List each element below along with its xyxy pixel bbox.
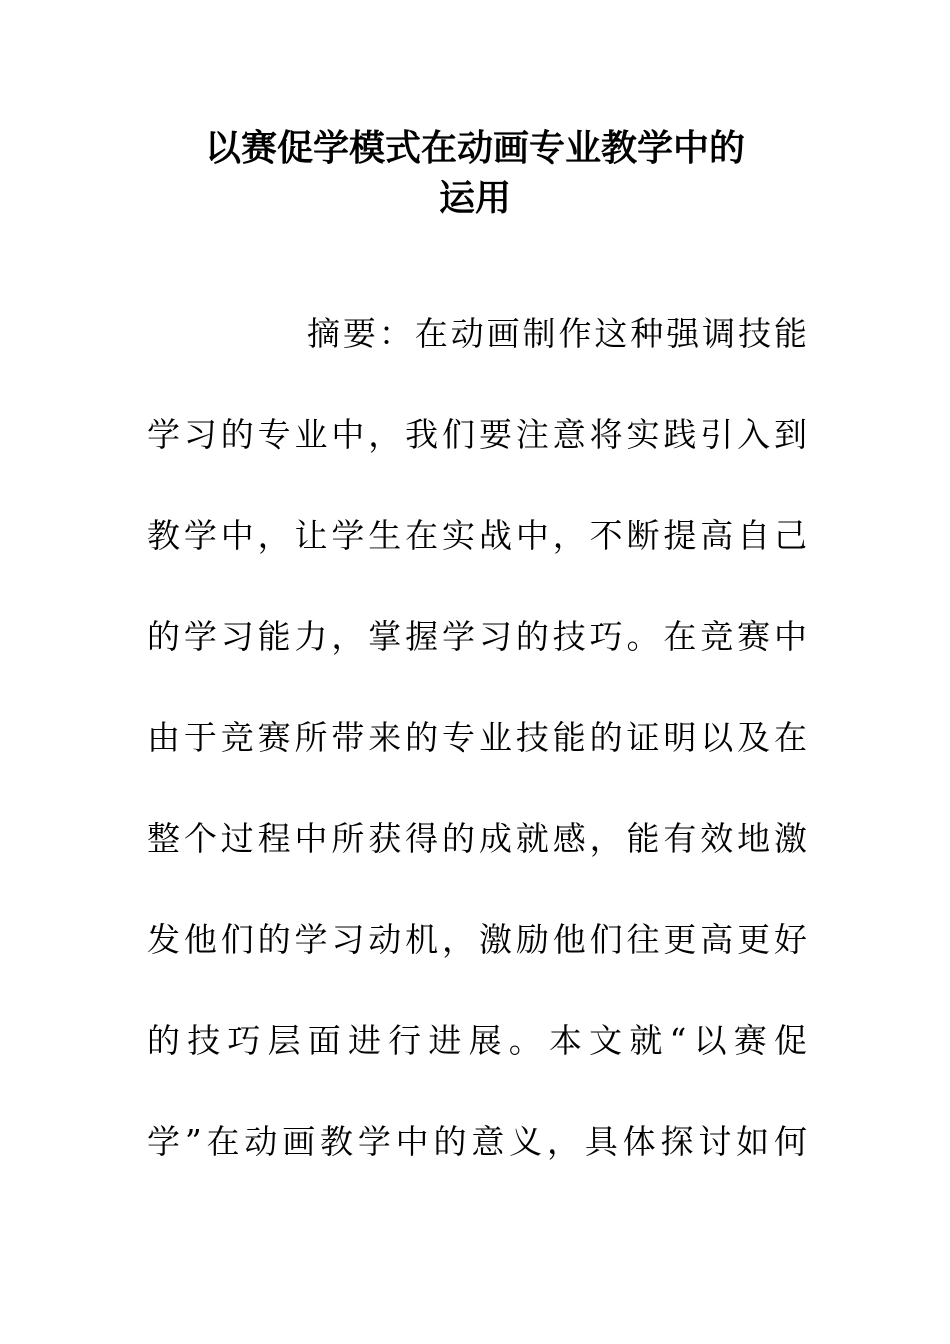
abstract-line: 发他们的学习动机，激励他们往更高更好 [147, 920, 807, 959]
title-line-1: 以赛促学模式在动画专业教学中的 [204, 128, 745, 169]
abstract-line: 学”在动画教学中的意义，具体探讨如何 [147, 1122, 807, 1161]
abstract-paragraph [147, 306, 807, 1215]
title-line-2: 运用 [438, 178, 511, 219]
abstract-line: 的学习能力，掌握学习的技巧。在竞赛中 [147, 617, 807, 656]
abstract-line: 整个过程中所获得的成就感，能有效地激 [147, 819, 807, 858]
abstract-line: 学习的专业中，我们要注意将实践引入到 [147, 415, 807, 454]
document-title [140, 124, 810, 224]
abstract-line: 由于竞赛所带来的专业技能的证明以及在 [147, 718, 807, 757]
abstract-line: 教学中，让学生在实战中，不断提高自己 [147, 516, 807, 555]
abstract-line: 摘要：在动画制作这种强调技能 [307, 314, 807, 353]
abstract-line: 的技巧层面进行进展。本文就“以赛促 [147, 1021, 807, 1060]
